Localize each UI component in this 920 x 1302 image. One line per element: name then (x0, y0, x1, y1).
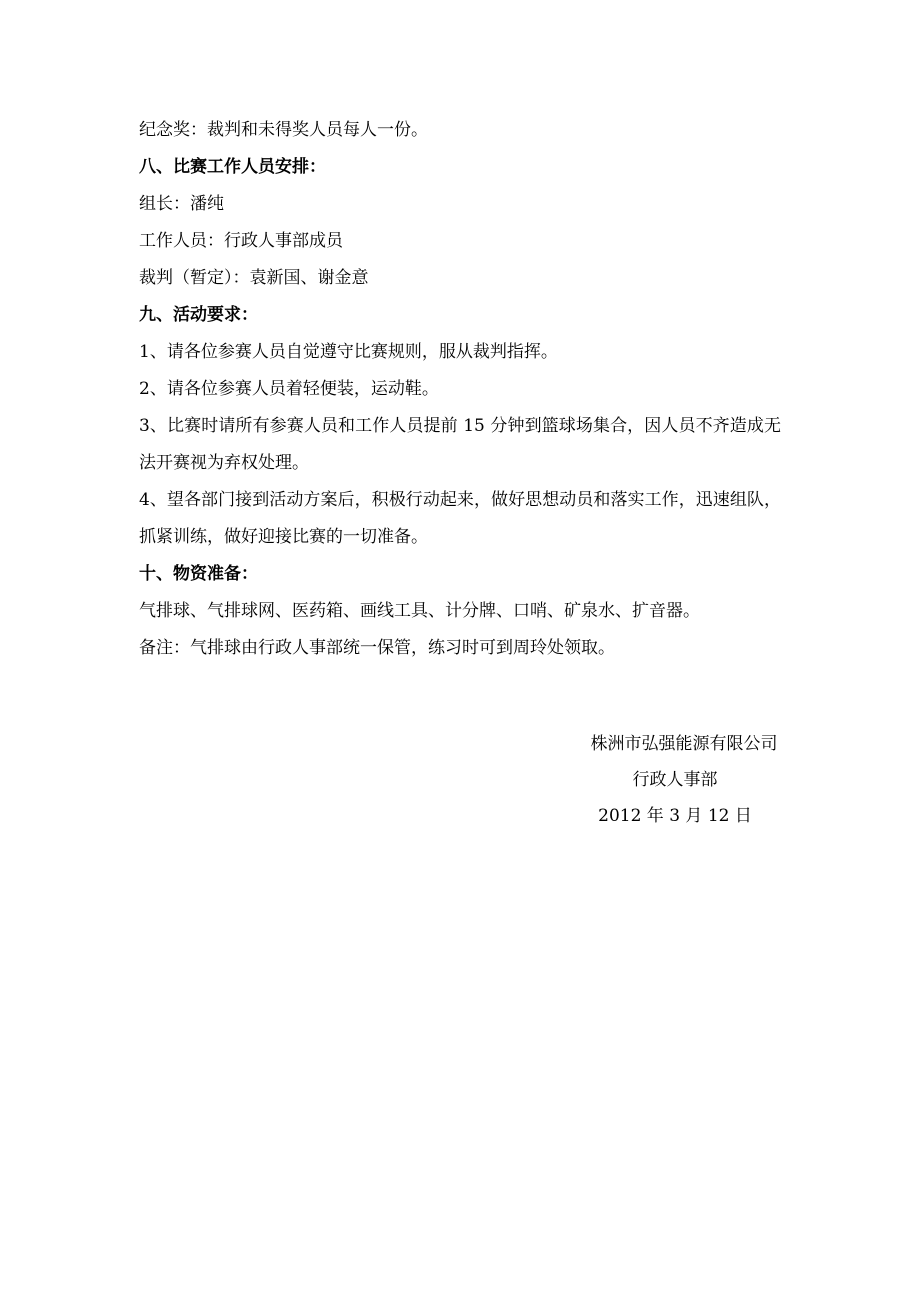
staff-line: 工作人员：行政人事部成员 (139, 231, 343, 251)
requirement-1: 1、请各位参赛人员自觉遵守比赛规则，服从裁判指挥。 (139, 342, 558, 362)
team-leader-line: 组长：潘纯 (139, 194, 224, 214)
signature-company: 株洲市弘强能源有限公司 (590, 734, 778, 754)
section-9-heading: 九、活动要求： (139, 305, 258, 325)
signature-department: 行政人事部 (632, 770, 718, 790)
materials-line: 气排球、气排球网、医药箱、画线工具、计分牌、口哨、矿泉水、扩音器。 (139, 601, 700, 621)
document-body (139, 112, 789, 667)
signature-date: 2012 年 3 月 12 日 (598, 806, 752, 826)
section-10-heading: 十、物资准备： (139, 564, 258, 584)
referees-line: 裁判（暂定）：袁新国、谢金意 (139, 268, 369, 288)
requirement-4: 4、望各部门接到活动方案后，积极行动起来，做好思想动员和落实工作，迅速组队，抓紧训练，做好迎接比赛的一切准备。 (139, 490, 781, 547)
note-line: 备注：气排球由行政人事部统一保管，练习时可到周玲处领取。 (139, 638, 615, 658)
signature-block (560, 726, 790, 834)
requirement-2: 2、请各位参赛人员着轻便装，运动鞋。 (139, 379, 439, 399)
requirement-3: 3、比赛时请所有参赛人员和工作人员提前 15 分钟到篮球场集合，因人员不齐造成无法开赛视为弃权处理。 (139, 416, 781, 473)
section-8-heading: 八、比赛工作人员安排： (139, 157, 326, 177)
souvenir-award-line: 纪念奖：裁判和未得奖人员每人一份。 (139, 120, 428, 140)
